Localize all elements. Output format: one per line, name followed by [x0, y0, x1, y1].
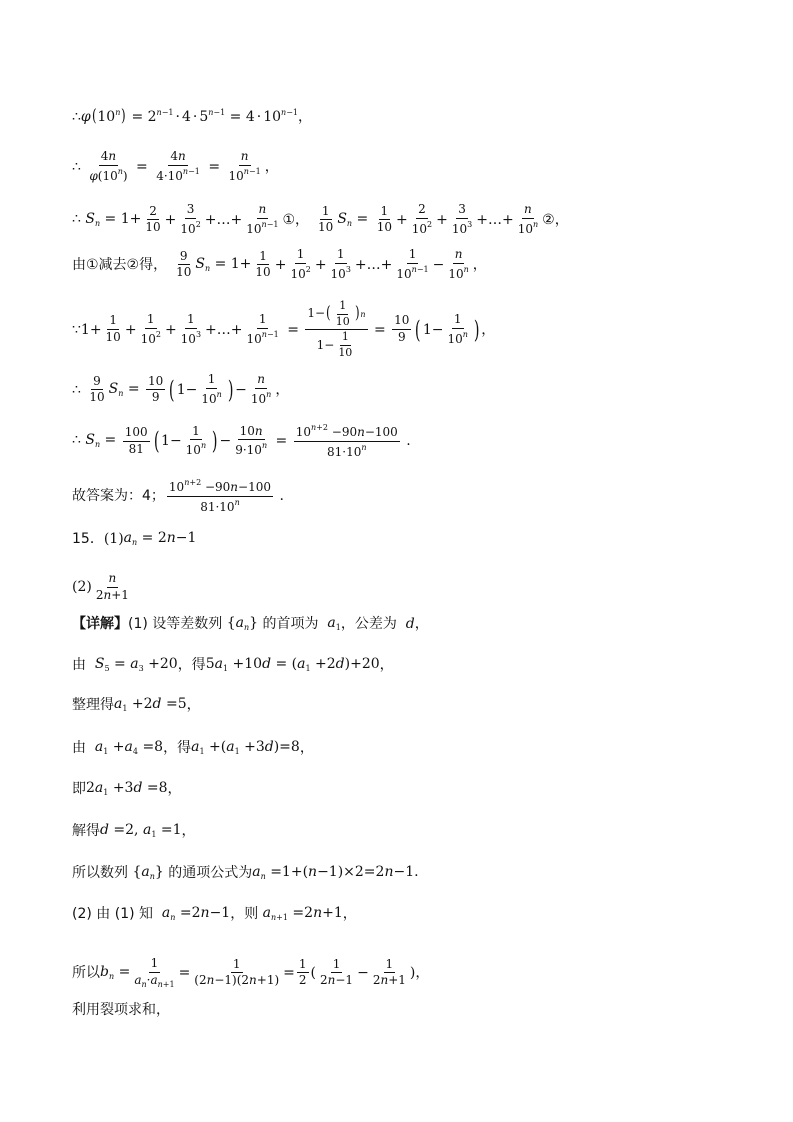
- line-part2-start: (2) 由 (1) 知 $a_n =2n-1$ ，则 $a_{n+1} =2n+1$ ，: [72, 905, 357, 922]
- line-simplify: 整理得 $a_1 +2d =5$ ，: [72, 696, 201, 713]
- line-ratio: ∴ $\frac{4n}{\varphi(10^n)}$ = $\frac{4n}{4\cdot 10^{n-1}}$ = $\frac{n}{10^{n-1}}$ ，: [72, 149, 279, 183]
- line-s5: 由 $S_5 = a_3 +20$ ，得 $5a_1 +10d = (a_1 +2d)+20$ ，: [72, 656, 394, 673]
- line-a1-a4: 由 $a_1 +a_4 =8$ ，得 $a_1 +(a_1 +3d)=8$ ，: [72, 739, 314, 756]
- telescoping-text: 利用裂项求和，: [72, 1002, 170, 1018]
- subtract-label: 由①减去②得，: [72, 256, 168, 273]
- line-bn: 所以 $b_n$ = $\frac{1}{a_n\cdot a_{n+1}}$ = $\frac{1}{(2n-1)(2n+1)}$ = $\frac{1}{2}$ ( 1 2n−1 − $\frac{1}{2n+1}$ ) ，: [72, 956, 430, 989]
- line-telescoping: [72, 1003, 170, 1017]
- line-phi: ∴ φ ( 10$^n$ ) = $2^{n-1} \cdot 4 \cdot 5^{n-1} = 4 \cdot 10^{n-1}$ ，: [72, 106, 312, 126]
- line-general-term: 所以数列 $\{a_n\}$ 的通项公式为 $a_n =1+(n-1)\times 2=2n-1$.: [72, 864, 419, 881]
- line-solve: 解得 d =2, $a_1 =1$ ，: [72, 822, 196, 839]
- part1-label: (1): [103, 531, 124, 547]
- line-answer: 故答案为：4； $10^{n+2} -90n-100$ $81\cdot 10^n$ .: [72, 478, 284, 514]
- line-subtract: 由①减去②得， 9 10 $S_n = 1+$ $\frac{1}{10}$ + $\frac{1}{10^2}$ + $\frac{1}{10^3}$ +…+ $\frac{1}{10^{n-1}}$ − $\frac{n}{10^n}$ ，: [72, 247, 487, 281]
- part2-label: (2): [72, 579, 92, 596]
- line-q15-part2: (2) n 2n+1: [72, 571, 129, 602]
- line-sn-series: ∴ $S_n = 1+$ $\frac{2}{10}$ + $\frac{3}{10^2}$ +…+ $\frac{n}{10^{n-1}}$ ① ， 1 10 $S_n$ = $\frac{1}{10}$ + $\frac{2}{10^2}$ + $\frac{3}{10^3}$ +…+ $\frac{n}{10^n}$ ② ，: [72, 202, 569, 236]
- line-detail-setup: 【详解】 (1) 设等差数列 $\{a_n\}$ 的首项为 $a_1$ ，公差为 d ，: [72, 615, 429, 632]
- detail-label: 【详解】: [72, 616, 128, 632]
- line-sn-result: ∴ $S_n$ = $\frac{100}{81}$ ( 1− $\frac{1}{10^n}$ ) − $\frac{10n}{9\cdot 10^n}$ = $\frac{10^{n+2} -90n-100}{81\cdot 10^n}$ .: [72, 423, 411, 459]
- line-equation: 即 $2a_1 +3d =8$ ，: [72, 780, 182, 797]
- answer-label: 故答案为：4；: [72, 488, 165, 505]
- line-nine-tenths: ∴ 9 10 $S_n$ = $\frac{10}{9}$ ( 1− $\frac{1}{10^n}$ ) − $\frac{n}{10^n}$ ，: [72, 372, 290, 406]
- line-q15-part1: 15． (1) $a_n = 2n-1$: [72, 530, 197, 547]
- line-geometric-sum: ∵1+ $\frac{1}{10}$ + $\frac{1}{10^2}$ + $\frac{1}{10^3}$ +…+ $\frac{1}{10^{n-1}}$ = 1− ( 1 10 ) n 1− 1 10 = $\frac{10}{9}$ ( 1− $\frac{1}{10^n}$ ) ，: [72, 299, 496, 359]
- question-number: 15．: [72, 531, 104, 547]
